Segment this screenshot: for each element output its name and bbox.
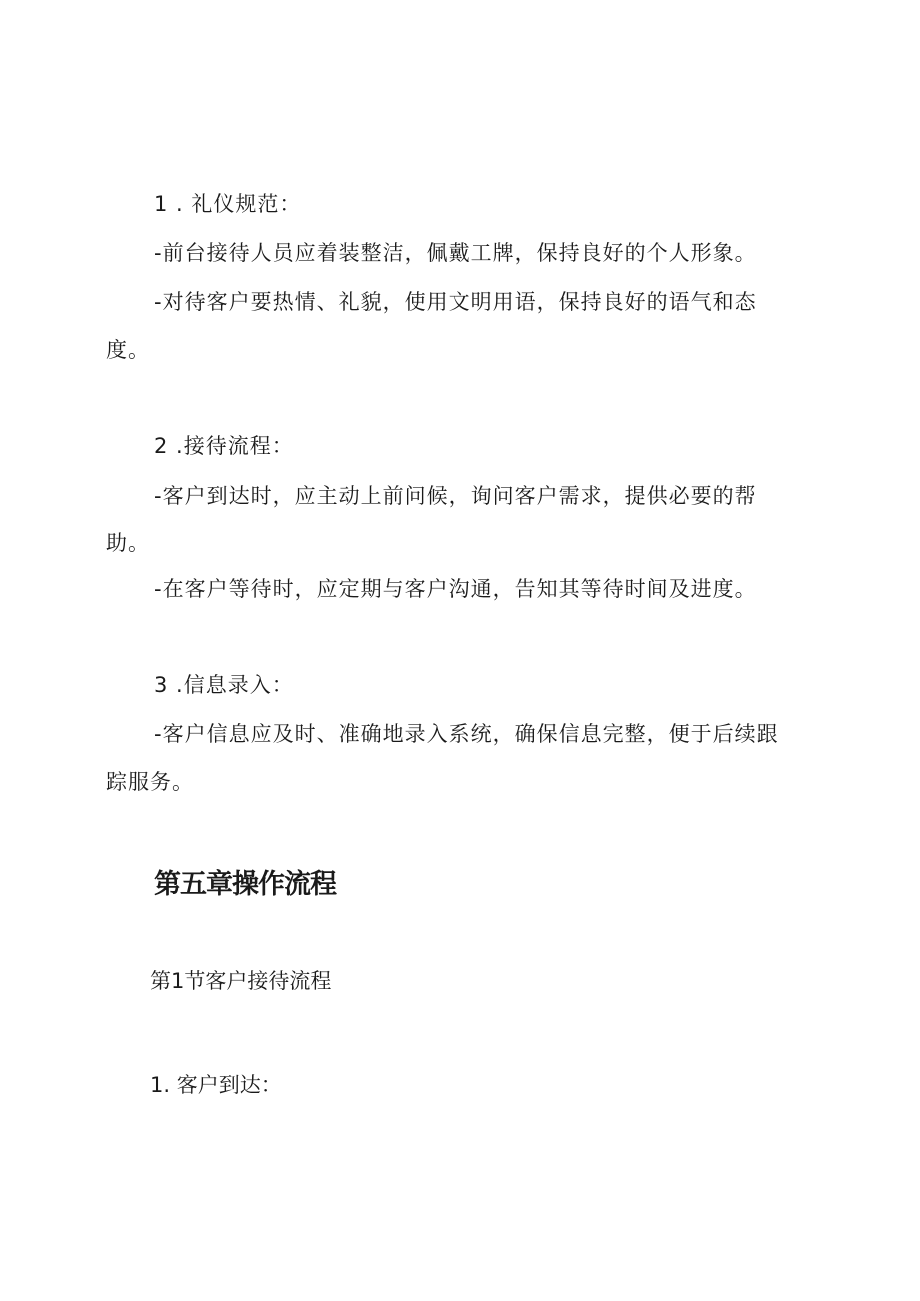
item-heading: 1. 客户到达： [150,1073,282,1097]
paragraph-line: -前台接待人员应着装整洁，佩戴工牌，保持良好的个人形象。 [154,241,757,265]
chapter-title: 第五章操作流程 [154,869,336,900]
paragraph-line: 踪服务。 [106,770,194,794]
heading-info-entry: 3 .信息录入： [154,673,294,697]
paragraph-line: 助。 [106,531,150,555]
paragraph-line: 度。 [106,338,150,362]
paragraph-line: -在客户等待时，应定期与客户沟通，告知其等待时间及进度。 [154,577,757,601]
heading-etiquette: 1 . 礼仪规范： [154,192,302,216]
section-title: 第1节客户接待流程 [150,969,332,993]
paragraph-line: -对待客户要热情、礼貌，使用文明用语，保持良好的语气和态 [154,290,757,314]
heading-reception-process: 2 .接待流程： [154,434,294,458]
paragraph-line: -客户信息应及时、准确地录入系统，确保信息完整，便于后续跟 [154,722,779,746]
paragraph-line: -客户到达时，应主动上前问候，询问客户需求，提供必要的帮 [154,484,757,508]
